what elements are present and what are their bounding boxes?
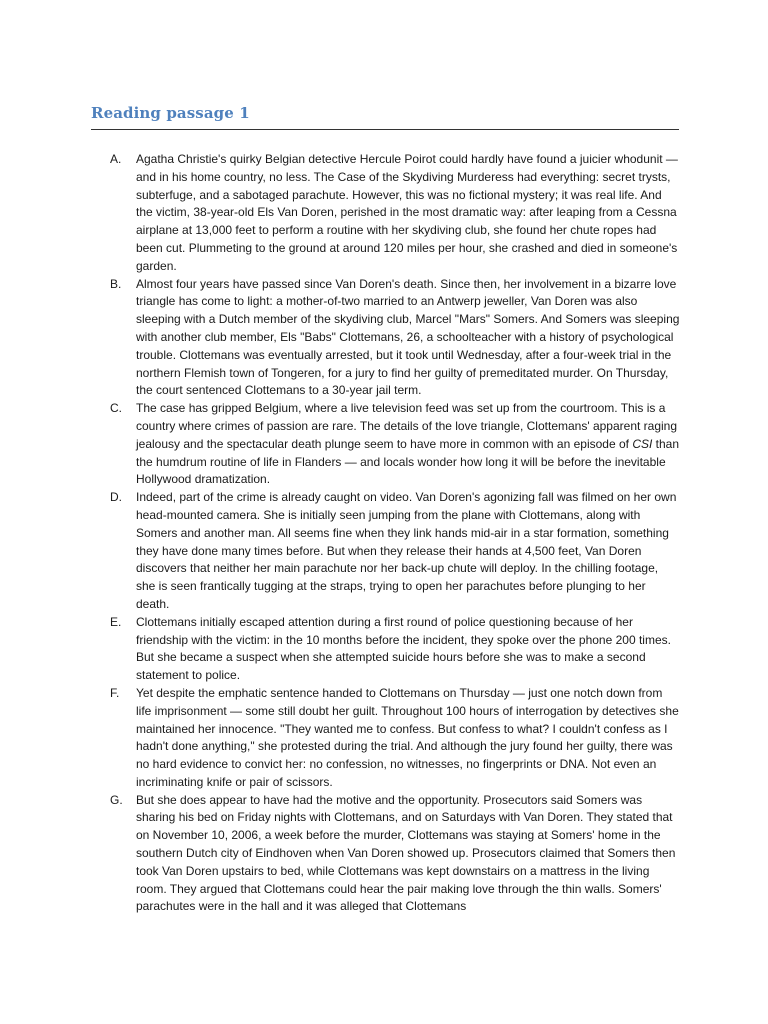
paragraph-text: [136, 400, 680, 489]
paragraph-text: Almost four years have passed since Van Doren's death. Since then, her involvement in a bizarre love triangle has come to light: a mother-of-two married to an Antwerp jeweller, Van Doren was also sleeping with a Dutch member of the skydiving club, Marcel "Mars" Somers. And Somers was sleeping with another club member, Els "Babs" Clottemans, 26, a schoolteacher with a history of psychological trouble. Clottemans was eventually arrested, but it took until Wednesday, after a four-week trial in the northern Flemish town of Tongeren, for a jury to find her guilty of premeditated murder. On Thursday, the court sentenced Clottemans to a 30-year jail term.: [136, 276, 680, 398]
paragraph-letter: E.: [110, 614, 122, 629]
paragraph-f: [110, 685, 680, 792]
paragraph-d: [110, 489, 680, 614]
paragraph-letter: B.: [110, 276, 122, 291]
paragraph-text: Clottemans initially escaped attention during a first round of police questioning because of her friendship with the victim: in the 10 months before the incident, they spoke over the phone 200 times. But she became a suspect when she attempted suicide hours before she was to make a second statement to police.: [136, 614, 671, 683]
passage-heading: Reading passage 1: [91, 104, 250, 122]
paragraph-letter: A.: [110, 152, 122, 166]
paragraph-c: [110, 400, 680, 489]
passage-paragraph-list: [110, 151, 680, 916]
italic-show-title: CSI: [632, 436, 653, 451]
paragraph-text: Indeed, part of the crime is already caught on video. Van Doren's agonizing fall was filmed on her own head-mounted camera. She is initially seen jumping from the plane with Clottemans, along with Somers and another man. All seems fine when they link hands mid-air in a star formation, something they have done many times before. But when they release their hands at 4,500 feet, Van Doren discovers that neither her main parachute nor her back-up chute will deploy. In the chilling footage, she is seen frantically tugging at the straps, trying to open her parachutes before plunging to her death.: [136, 490, 677, 611]
paragraph-text: Agatha Christie's quirky Belgian detective Hercule Poirot could hardly have found a juicier whodunit — and in his home country, no less. The Case of the Skydiving Murderess had everything: secret trysts, subterfuge, and a sabotaged parachute. However, this was no fictional mystery; it was real life. And the victim, 38-year-old Els Van Doren, perished in the most dramatic way: after leaping from a Cessna airplane at 13,000 feet to perform a routine with her skydiving club, she found her chute ropes had been cut. Plummeting to the ground at around 120 miles per hour, she crashed and died in someone's garden.: [136, 152, 678, 273]
paragraph-text: But she does appear to have had the motive and the opportunity. Prosecutors said Somers was sharing his bed on Friday nights with Clottemans, and on Saturdays with Van Doren. They stated that on November 10, 2006, a week before the murder, Clottemans was staying at Somers' home in the southern Dutch city of Eindhoven when Van Doren showed up. Prosecutors claimed that Somers then took Van Doren upstairs to bed, while Clottemans was kept downstairs on a mattress in the living room. They argued that Clottemans could hear the pair making love through the thin walls. Somers' parachutes were in the hall and it was alleged that Clottemans: [136, 792, 676, 914]
paragraph-letter: F.: [110, 685, 120, 700]
heading-divider: [91, 129, 679, 130]
paragraph-e: [110, 614, 680, 685]
paragraph-letter: G.: [110, 792, 123, 807]
paragraph-letter: D.: [110, 490, 122, 505]
paragraph-a: [110, 151, 680, 276]
paragraph-text-part: The case has gripped Belgium, where a live television feed was set up from the courtroom. This is a country where crimes of passion are rare. The details of the love triangle, Clottemans' apparent raging jealousy and the spectacular death plunge seem to have more in common with an episode of: [136, 401, 678, 451]
paragraph-text-part: than the humdrum routine of life in Flanders — and locals wonder how long it will be before the inevitable Hollywood dramatization.: [136, 436, 680, 487]
paragraph-letter: C.: [110, 401, 122, 416]
paragraph-g: [110, 792, 680, 917]
paragraph-b: [110, 276, 680, 401]
paragraph-text: Yet despite the emphatic sentence handed to Clottemans on Thursday — just one notch down from life imprisonment — some still doubt her guilt. Throughout 100 hours of interrogation by detectives she maintained her innocence. "They wanted me to confess. But confess to what? I couldn't confess as I hadn't done anything," she protested during the trial. And although the jury found her guilty, there was no hard evidence to convict her: no confession, no witnesses, no fingerprints or DNA. Not even an incriminating knife or pair of scissors.: [136, 685, 679, 789]
